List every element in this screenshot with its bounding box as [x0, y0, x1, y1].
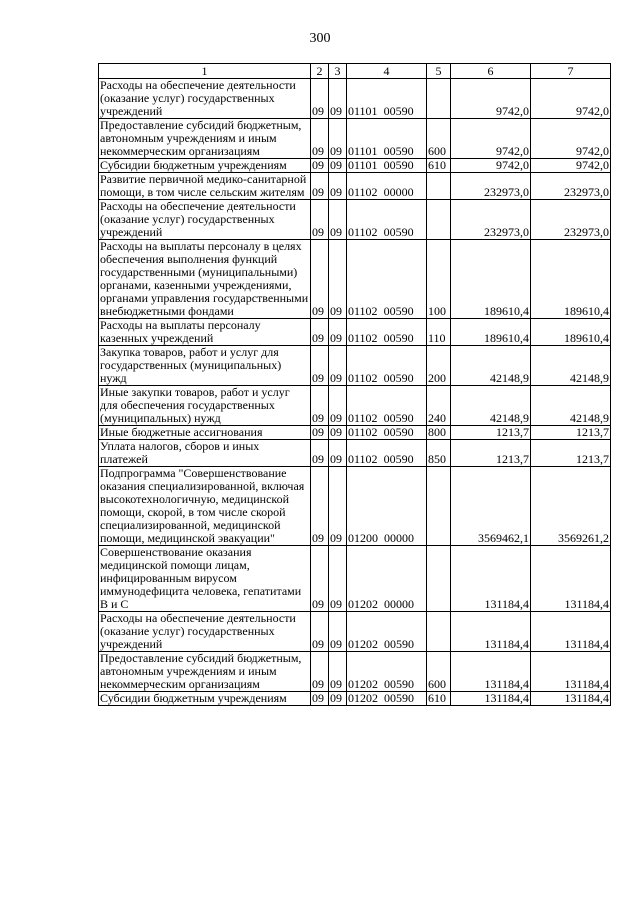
- section-code: 09: [311, 173, 329, 200]
- target-article-code: [347, 159, 427, 173]
- target-article-code: [347, 386, 427, 426]
- subsection-code: 09: [329, 79, 347, 119]
- target-article-code: [347, 426, 427, 440]
- table-row: [99, 319, 611, 346]
- section-code: 09: [311, 692, 329, 706]
- target-article-part1: 01102: [348, 225, 378, 239]
- section-code: 09: [311, 159, 329, 173]
- expense-type-code: [427, 612, 451, 652]
- target-article-part2: 00590: [383, 425, 414, 439]
- target-article-part1: 01202: [348, 637, 378, 651]
- expense-type-code: [427, 467, 451, 546]
- row-name: Иные бюджетные ассигнования: [99, 426, 311, 440]
- expense-type-code: 800: [427, 426, 451, 440]
- target-article-code: [347, 119, 427, 159]
- amount-col7: 42148,9: [531, 386, 611, 426]
- amount-col6: 3569462,1: [451, 467, 531, 546]
- expense-type-code: 850: [427, 440, 451, 467]
- column-header: 1: [99, 64, 311, 79]
- table-row: [99, 119, 611, 159]
- target-article-part2: 00590: [383, 331, 414, 345]
- amount-col7: 3569261,2: [531, 467, 611, 546]
- section-code: 09: [311, 612, 329, 652]
- column-header: 7: [531, 64, 611, 79]
- expense-type-code: [427, 546, 451, 612]
- row-name: Уплата налогов, сборов и иных платежей: [99, 440, 311, 467]
- table-row: [99, 173, 611, 200]
- row-name: Расходы на выплаты персоналу казенных учреждений: [99, 319, 311, 346]
- row-name: Развитие первичной медико-санитарной помощи, в том числе сельским жителям: [99, 173, 311, 200]
- expense-type-code: 600: [427, 652, 451, 692]
- section-code: 09: [311, 426, 329, 440]
- amount-col7: 9742,0: [531, 119, 611, 159]
- target-article-part1: 01102: [348, 371, 378, 385]
- amount-col7: 189610,4: [531, 240, 611, 319]
- target-article-part1: 01102: [348, 411, 378, 425]
- column-header: 3: [329, 64, 347, 79]
- amount-col6: 1213,7: [451, 440, 531, 467]
- column-header: 6: [451, 64, 531, 79]
- expense-type-code: 610: [427, 692, 451, 706]
- target-article-part1: 01101: [348, 144, 378, 158]
- section-code: 09: [311, 386, 329, 426]
- target-article-part2: 00000: [384, 531, 414, 545]
- amount-col7: 131184,4: [531, 612, 611, 652]
- target-article-code: [347, 652, 427, 692]
- column-header: 4: [347, 64, 427, 79]
- table-row: [99, 652, 611, 692]
- table-header-row: [99, 64, 611, 79]
- section-code: 09: [311, 79, 329, 119]
- target-article-code: [347, 319, 427, 346]
- amount-col6: 42148,9: [451, 346, 531, 386]
- row-name: Субсидии бюджетным учреждениям: [99, 159, 311, 173]
- amount-col7: 232973,0: [531, 173, 611, 200]
- column-header: 2: [311, 64, 329, 79]
- target-article-part2: 00590: [383, 158, 414, 172]
- subsection-code: 09: [329, 240, 347, 319]
- table-row: [99, 386, 611, 426]
- subsection-code: 09: [329, 386, 347, 426]
- amount-col7: 131184,4: [531, 546, 611, 612]
- target-article-part2: 00590: [383, 104, 414, 118]
- target-article-code: [347, 440, 427, 467]
- amount-col6: 131184,4: [451, 652, 531, 692]
- subsection-code: 09: [329, 652, 347, 692]
- target-article-code: [347, 200, 427, 240]
- subsection-code: 09: [329, 319, 347, 346]
- table-row: [99, 200, 611, 240]
- target-article-part1: 01102: [348, 185, 378, 199]
- amount-col6: 9742,0: [451, 119, 531, 159]
- row-name: Расходы на обеспечение деятельности (оказание услуг) государственных учреждений: [99, 79, 311, 119]
- amount-col7: 9742,0: [531, 159, 611, 173]
- section-code: 09: [311, 119, 329, 159]
- section-code: 09: [311, 652, 329, 692]
- section-code: 09: [311, 467, 329, 546]
- target-article-code: [347, 467, 427, 546]
- table-row: [99, 240, 611, 319]
- amount-col6: 189610,4: [451, 319, 531, 346]
- amount-col7: 189610,4: [531, 319, 611, 346]
- target-article-part2: 00000: [384, 597, 414, 611]
- subsection-code: 09: [329, 346, 347, 386]
- table-row: [99, 612, 611, 652]
- amount-col7: 232973,0: [531, 200, 611, 240]
- target-article-part2: 00590: [384, 677, 414, 691]
- section-code: 09: [311, 200, 329, 240]
- amount-col6: 9742,0: [451, 159, 531, 173]
- target-article-part2: 00590: [383, 225, 414, 239]
- amount-col7: 42148,9: [531, 346, 611, 386]
- amount-col7: 1213,7: [531, 426, 611, 440]
- expense-type-code: 240: [427, 386, 451, 426]
- target-article-code: [347, 240, 427, 319]
- target-article-part2: 00590: [383, 411, 414, 425]
- row-name: Расходы на обеспечение деятельности (оказание услуг) государственных учреждений: [99, 612, 311, 652]
- target-article-part2: 00590: [383, 371, 414, 385]
- amount-col7: 131184,4: [531, 652, 611, 692]
- table-row: [99, 440, 611, 467]
- amount-col7: 131184,4: [531, 692, 611, 706]
- target-article-part2: 00590: [383, 304, 414, 318]
- budget-table: [98, 63, 611, 706]
- amount-col6: 232973,0: [451, 200, 531, 240]
- table-row: [99, 346, 611, 386]
- table-row: [99, 159, 611, 173]
- row-name: Расходы на обеспечение деятельности (оказание услуг) государственных учреждений: [99, 200, 311, 240]
- section-code: 09: [311, 440, 329, 467]
- row-name: Предоставление субсидий бюджетным, автономным учреждениям и иным некоммерческим организациям: [99, 119, 311, 159]
- table-row: [99, 467, 611, 546]
- expense-type-code: [427, 200, 451, 240]
- target-article-part2: 00590: [383, 452, 414, 466]
- row-name: Расходы на выплаты персоналу в целях обеспечения выполнения функций государственными (муниципальными) органами, казенными учреждениями, органами управления государственными внебюджетными фондами: [99, 240, 311, 319]
- subsection-code: 09: [329, 200, 347, 240]
- section-code: 09: [311, 319, 329, 346]
- target-article-part2: 00000: [383, 185, 414, 199]
- row-name: Закупка товаров, работ и услуг для государственных (муниципальных) нужд: [99, 346, 311, 386]
- expense-type-code: [427, 79, 451, 119]
- target-article-part1: 01102: [348, 452, 378, 466]
- amount-col6: 1213,7: [451, 426, 531, 440]
- amount-col6: 131184,4: [451, 692, 531, 706]
- page-number: 300: [309, 31, 331, 46]
- table-row: [99, 546, 611, 612]
- subsection-code: 09: [329, 440, 347, 467]
- subsection-code: 09: [329, 692, 347, 706]
- subsection-code: 09: [329, 173, 347, 200]
- table-body: [99, 79, 611, 706]
- amount-col6: 189610,4: [451, 240, 531, 319]
- table-row: [99, 692, 611, 706]
- row-name: Иные закупки товаров, работ и услуг для обеспечения государственных (муниципальных) нужд: [99, 386, 311, 426]
- table-row: [99, 79, 611, 119]
- expense-type-code: 110: [427, 319, 451, 346]
- target-article-code: [347, 346, 427, 386]
- amount-col6: 232973,0: [451, 173, 531, 200]
- subsection-code: 09: [329, 426, 347, 440]
- amount-col6: 131184,4: [451, 546, 531, 612]
- amount-col7: 9742,0: [531, 79, 611, 119]
- target-article-part1: 01101: [348, 158, 378, 172]
- subsection-code: 09: [329, 159, 347, 173]
- row-name: Предоставление субсидий бюджетным, автономным учреждениям и иным некоммерческим организациям: [99, 652, 311, 692]
- target-article-part1: 01200: [348, 531, 378, 545]
- expense-type-code: 100: [427, 240, 451, 319]
- target-article-code: [347, 79, 427, 119]
- amount-col6: 131184,4: [451, 612, 531, 652]
- section-code: 09: [311, 346, 329, 386]
- expense-type-code: [427, 173, 451, 200]
- amount-col6: 9742,0: [451, 79, 531, 119]
- target-article-part1: 01102: [348, 425, 378, 439]
- target-article-part1: 01102: [348, 304, 378, 318]
- target-article-part2: 00590: [383, 144, 414, 158]
- target-article-code: [347, 692, 427, 706]
- expense-type-code: 200: [427, 346, 451, 386]
- section-code: 09: [311, 240, 329, 319]
- target-article-part2: 00590: [384, 691, 414, 705]
- target-article-part1: 01102: [348, 331, 378, 345]
- subsection-code: 09: [329, 119, 347, 159]
- amount-col7: 1213,7: [531, 440, 611, 467]
- row-name: Совершенствование оказания медицинской помощи лицам, инфицированным вирусом иммунодефицита человека, гепатитами B и C: [99, 546, 311, 612]
- row-name: Субсидии бюджетным учреждениям: [99, 692, 311, 706]
- section-code: 09: [311, 546, 329, 612]
- target-article-part1: 01202: [348, 677, 378, 691]
- target-article-code: [347, 173, 427, 200]
- table-row: [99, 426, 611, 440]
- row-name: Подпрограмма "Совершенствование оказания специализированной, включая высокотехнологичную, медицинской помощи, скорой, в том числе скорой специализированной, медицинской помощи, медицинской эвакуации": [99, 467, 311, 546]
- subsection-code: 09: [329, 546, 347, 612]
- expense-type-code: 600: [427, 119, 451, 159]
- expense-type-code: 610: [427, 159, 451, 173]
- target-article-code: [347, 546, 427, 612]
- subsection-code: 09: [329, 467, 347, 546]
- subsection-code: 09: [329, 612, 347, 652]
- target-article-part1: 01202: [348, 597, 378, 611]
- target-article-part1: 01202: [348, 691, 378, 705]
- target-article-part2: 00590: [384, 637, 414, 651]
- target-article-code: [347, 612, 427, 652]
- target-article-part1: 01101: [348, 104, 378, 118]
- column-header: 5: [427, 64, 451, 79]
- amount-col6: 42148,9: [451, 386, 531, 426]
